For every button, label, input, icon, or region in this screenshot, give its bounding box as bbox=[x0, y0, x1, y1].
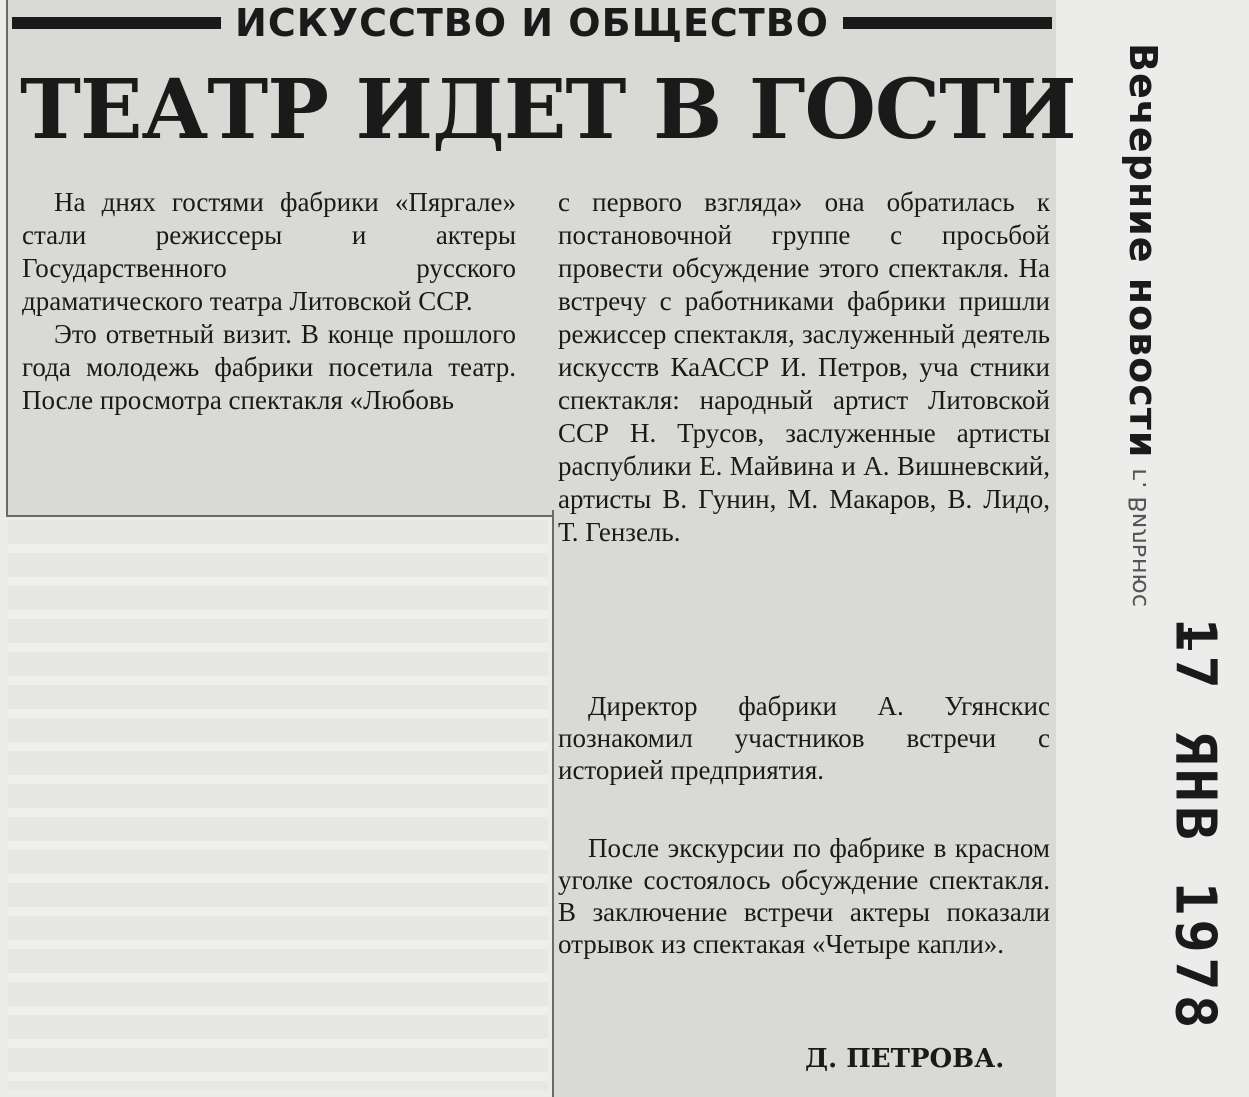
source-city: г. Вильнюс bbox=[1124, 468, 1152, 607]
article-left-column bbox=[22, 186, 516, 417]
date-stamp-text: 17 ЯНВ 1978 bbox=[1162, 617, 1228, 1033]
date-stamp bbox=[1140, 617, 1249, 1033]
paragraph-excursion: После экскурсии по фабрике в красном уголке состоялось обсуждение спектакля. В заключение встречи актеры показали отрывок из спектакая «Четыре капли». bbox=[558, 833, 1050, 959]
article-headline: ТЕАТР ИДЕТ В ГОСТИ bbox=[20, 62, 1076, 158]
bleed-through-text bbox=[8, 520, 548, 1090]
author-signature: Д. ПЕТРОВА. bbox=[805, 1044, 1005, 1074]
rubric-bar-left bbox=[12, 17, 221, 29]
rubric-header bbox=[12, 0, 1052, 46]
article-right-column bbox=[558, 186, 1050, 549]
source-newspaper-name: Вечерние новости bbox=[1121, 43, 1165, 459]
paragraph-continuation: с первого взгляда» она обратилась к постановочной группе с просьбой провести обсуждение этого спектакля. На встречу с работниками фабрики пришли режиссер спектакля, заслуженный деятель искусств КаАССР И. Петров, уча стники спектакля: народный артист Литовской ССР Н. Трусов, заслуженные артисты распублики Е. Майвина и А. Вишневский, артисты В. Гунин, М. Макаров, В. Лидо, Т. Гензель. bbox=[558, 187, 1050, 547]
paragraph-intro: На днях гостями фабрики «Пяргале» стали режиссеры и актеры Государственного русского драматического театра Литовской ССР. bbox=[22, 187, 516, 316]
clipping-paper-right-column bbox=[552, 510, 1056, 1097]
rubric-bar-right bbox=[843, 17, 1052, 29]
source-stamp bbox=[1093, 43, 1193, 607]
rubric-title: ИСКУССТВО И ОБЩЕСТВО bbox=[235, 1, 829, 45]
paragraph-visit: Это ответный визит. В конце прошлого года молодежь фабрики посетила театр. После просмотра спектакля «Любовь bbox=[22, 319, 516, 415]
paragraph-director: Директор фабрики А. Угянскис познакомил участников встречи с историей предприятия. bbox=[558, 691, 1050, 785]
